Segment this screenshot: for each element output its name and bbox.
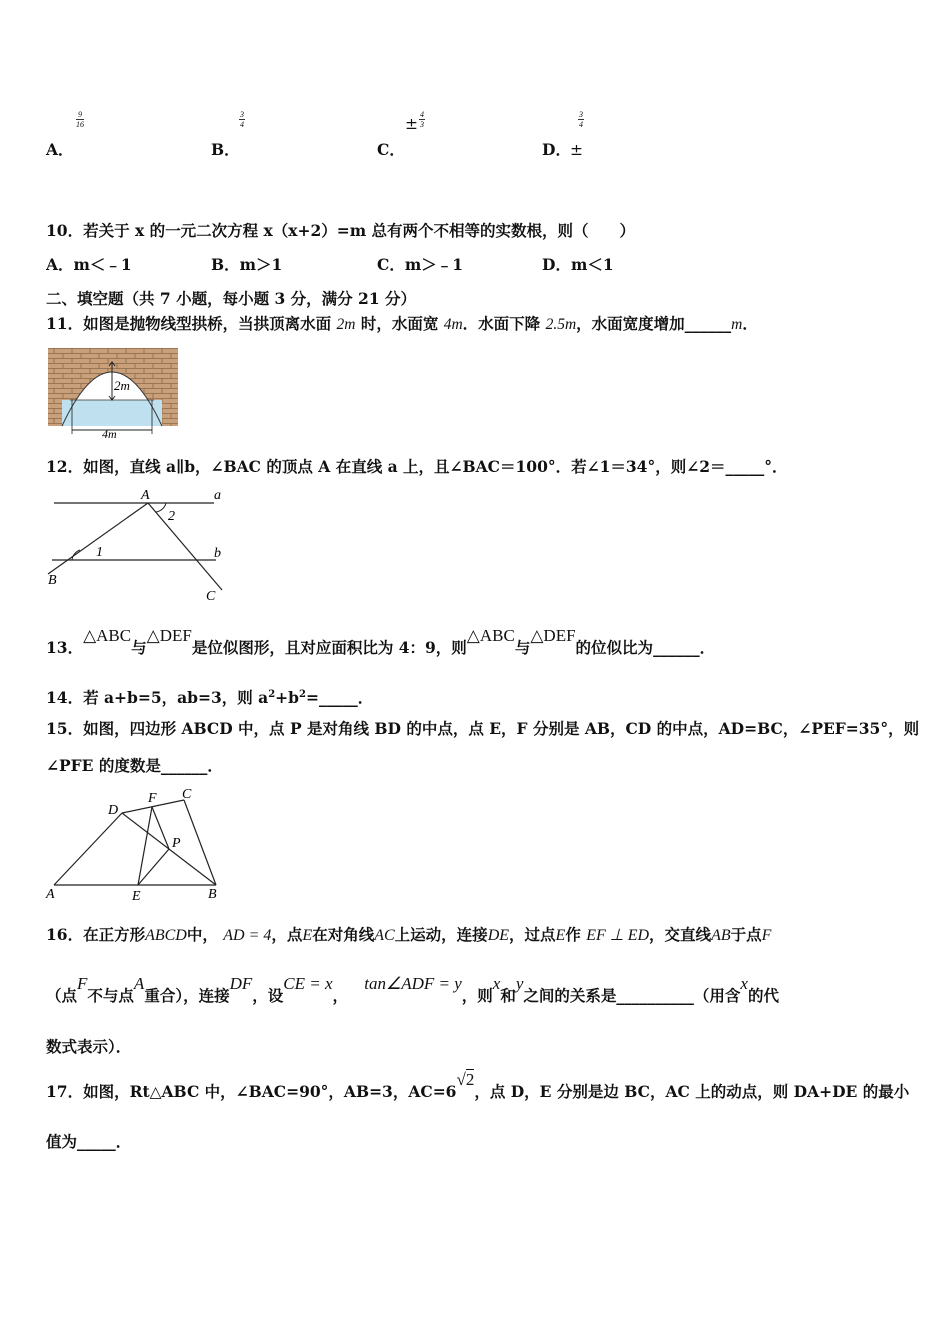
q15-line-1: 15．如图，四边形 ABCD 中，点 P 是对角线 BD 的中点，点 E，F 分别是 AB，CD 的中点，AD=BC，∠PEF=35°，则 [46, 719, 920, 738]
q9-a-fraction: $\frac{9}{16}$ [76, 110, 84, 129]
svg-text:b: b [214, 546, 221, 561]
q10-option-c: C．m＞﹣1 [377, 255, 464, 274]
q10-option-a: A．m＜﹣1 [46, 255, 132, 274]
svg-text:2: 2 [168, 509, 175, 524]
q11-text: 11．如图是抛物线型拱桥，当拱顶离水面 2m 时，水面宽 4m．水面下降 2.5m，水面宽度增加______m． [46, 314, 758, 333]
q10-option-b: B．m＞1 [211, 255, 283, 274]
svg-text:E: E [132, 889, 141, 902]
q13-triangle-abc: △ABC [83, 626, 132, 645]
q10-stem: 10．若关于 x 的一元二次方程 x（x+2）=m 总有两个不相等的实数根，则（ ） [46, 221, 636, 240]
svg-text:F: F [148, 791, 157, 806]
svg-text:C: C [206, 589, 216, 604]
q17-sqrt: √2 [456, 1070, 475, 1089]
q9-c-fraction: $\frac{4}{3}$ [420, 110, 424, 129]
section-2-heading: 二、填空题（共 7 小题，每小题 3 分，满分 21 分） [46, 289, 417, 308]
svg-text:a: a [214, 488, 221, 503]
q9-b-fraction: $\frac{3}{4}$ [240, 110, 244, 129]
q10-option-d: D．m＜1 [542, 255, 614, 274]
q16-line-3: 数式表示）． [46, 1037, 132, 1056]
svg-text:A: A [141, 488, 150, 503]
svg-text:B: B [208, 887, 217, 902]
q9-d-fraction: $\frac{3}{4}$ [579, 110, 583, 129]
q13-text: 13．△ABC与△DEF是位似图形，且对应面积比为 4：9，则△ABC与△DEF的位似比为______． [46, 626, 716, 657]
q16-line-1: 16．在正方形ABCD中， AD = 4，点E在对角线AC上运动，连接DE，过点E作 EF ⊥ ED，交直线AB于点F [46, 925, 772, 944]
q15-quadrilateral-figure [44, 786, 224, 902]
q11-fig-height-label: 2m [114, 378, 130, 393]
svg-text:C: C [182, 787, 192, 802]
q13-triangle-def: △DEF [146, 626, 192, 645]
q11-bridge-figure [48, 348, 178, 440]
q12-text: 12．如图，直线 a∥b，∠BAC 的顶点 A 在直线 a 上，且∠BAC＝100°．若∠1＝34°，则∠2＝_____°． [46, 457, 788, 476]
q16-line-2: （点F不与点A重合），连接DF，设CE = x， tan∠ADF = y，则x和y之间的关系是__________（用含x的代 [46, 974, 779, 1005]
svg-text:B: B [48, 573, 57, 588]
q14-text: 14．若 a+b=5，ab=3，则 $a^2+b^2=\_\_\_\_\_$． [46, 688, 374, 708]
q11-fig-width-label: 4m [102, 427, 117, 440]
svg-text:A: A [46, 887, 55, 902]
q17-line-2: 值为_____． [46, 1132, 132, 1151]
svg-text:1: 1 [96, 545, 103, 560]
q15-line-2: ∠PFE 的度数是______． [46, 756, 223, 775]
q17-line-1: 17．如图，Rt△ABC 中，∠BAC=90°，AB=3，AC=6√2，点 D，E 分别是边 BC，AC 上的动点，则 DA+DE 的最小 [46, 1070, 910, 1101]
q12-parallel-lines-figure [44, 486, 234, 604]
svg-text:D: D [108, 803, 119, 818]
svg-text:P: P [172, 836, 181, 851]
